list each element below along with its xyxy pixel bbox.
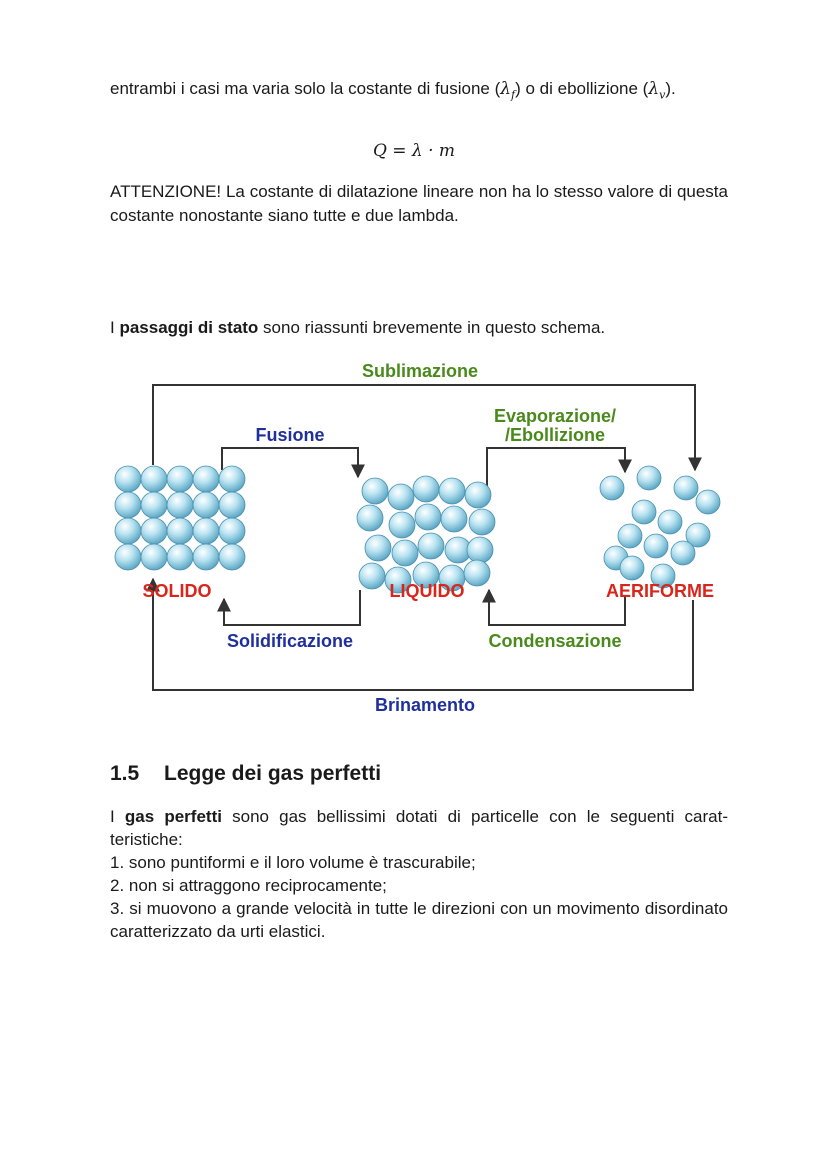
label-evaporazione-1: Evaporazione/ (493, 406, 617, 426)
schema-intro: I passaggi di stato sono riassunti brevemente in questo schema. (110, 318, 606, 337)
formula: Q = λ · m (372, 141, 456, 161)
lambda-v: $\lambda_v$ (648, 79, 666, 102)
intro-text-c: ). (665, 79, 676, 98)
section-title: Legge dei gas perfetti (164, 762, 382, 785)
intro-paragraph (110, 77, 728, 107)
label-sublimazione: Sublimazione (361, 361, 479, 381)
label-evaporazione-2: /Ebollizione (504, 425, 606, 445)
label-solido: SOLIDO (142, 581, 212, 601)
lambda-f: $\lambda_f$ (500, 79, 516, 102)
solid-particles (115, 466, 245, 570)
gas-particles (600, 466, 720, 588)
section-number: 1.5 (110, 762, 140, 785)
list-item: 2. non si attraggono reciprocamente; (110, 876, 387, 895)
solidificazione-arrow (224, 590, 360, 625)
label-aeriforme: AERIFORME (606, 581, 714, 601)
intro-text-b: ) o di ebollizione ( (515, 79, 649, 98)
schema-intro-bold: passaggi di stato (119, 318, 259, 337)
sublimazione-arrow (153, 385, 695, 470)
intro-text-a: entrambi i casi ma varia solo la costante di fusione ( (110, 79, 501, 98)
section-heading (110, 762, 381, 786)
list-item: 1. sono puntiformi e il loro volume è trascurabile; (110, 853, 476, 872)
label-condensazione: Condensazione (488, 631, 622, 651)
label-brinamento: Brinamento (374, 695, 476, 715)
condensazione-arrow (489, 590, 625, 625)
gas-bold: gas perfetti (124, 807, 222, 826)
label-solidificazione: Solidificazione (226, 631, 354, 651)
state-change-diagram (100, 350, 730, 725)
attention-paragraph: ATTENZIONE! La costante di dilatazione lineare non ha lo stesso valore di questa costante nonostante siano tutte e due lambda. (110, 182, 728, 225)
gas-paragraph (110, 805, 728, 943)
label-fusione: Fusione (255, 425, 325, 445)
label-liquido: LIQUIDO (389, 581, 465, 601)
gas-intro: I gas perfetti sono gas bellissimi dotati di particelle con le seguenti carat-teristiche: (110, 807, 728, 849)
liquid-particles (357, 476, 495, 593)
list-item: 3. si muovono a grande velocità in tutte le direzioni con un movimento disordinato caratterizzato da urti elastici. (110, 899, 728, 941)
